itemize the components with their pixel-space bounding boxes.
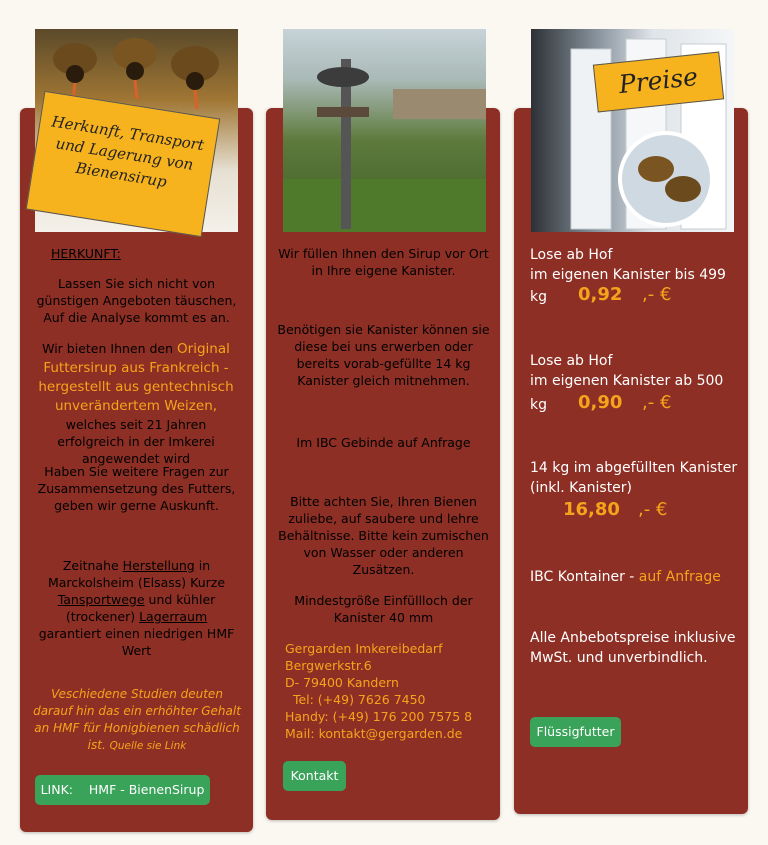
production-link[interactable]: Herstellung [122,558,195,573]
price1-line2: im eigenen Kanister bis 499 [530,267,726,283]
address-mail[interactable]: Mail: kontakt@gergarden.de [285,726,463,741]
address-mobile: Handy: (+49) 176 200 7575 8 [285,709,473,724]
study-note [32,686,242,755]
origin-paragraph-4 [34,557,239,659]
signpost-illustration [283,29,486,232]
address-phone: Tel: (+49) 7626 7450 [285,692,426,707]
address-city: D- 79400 Kandern [285,675,399,690]
address-company: Gergarden Imkereibedarf [285,641,443,656]
study-source: Quelle sie Link [109,740,187,752]
ibc-line [530,567,740,587]
ibc-request: auf Anfrage [638,569,721,585]
origin-heading: HERKUNFT: [51,246,121,261]
filling-paragraph-5: Mindestgröße Einfüllloch der Kanister 40 mm [294,593,473,625]
transport-link[interactable]: Tansportwege [57,592,145,607]
origin-p4-5: und kühler (trockener) [65,592,216,624]
price2-line1: Lose ab Hof [530,353,613,369]
filling-paragraph-1: Wir füllen Ihnen den Sirup vor Ort in Ihre eigene Kanister. [278,246,489,278]
origin-p2-rest: welches seit 21 Jahren erfolgreich in der Imkerei angewendet wird [57,417,215,466]
study-text: Veschiedene Studien deuten darauf hin das ein erhöhter Gehalt an HMF für Honigbienen schädlich ist. [33,687,241,752]
price2-label [530,351,735,391]
price3-label [530,458,740,498]
origin-paragraph-2 [32,340,240,467]
prices-note: Alle Anbebotspreise inklusive MwSt. und unverbindlich. [530,630,736,666]
storage-link[interactable]: Lagerraum [139,609,208,624]
origin-p4-7: garantiert einen niedrigen HMF Wert [38,626,235,658]
price2-unit: kg [530,397,547,413]
hmf-link-button[interactable]: LINK: HMF - BienenSirup [35,775,210,805]
filling-paragraph-3: Im IBC Gebinde auf Anfrage [296,435,471,450]
price1-currency: ,- € [642,284,672,305]
address-block [285,640,495,742]
price2-currency: ,- € [642,392,672,413]
filling-paragraph-4: Bitte achten Sie, Ihren Bienen zuliebe, auf saubere und lehre Behältnisse. Bitte kein zumischen von Wasser oder anderen Zusätzen. [278,494,489,577]
origin-p2-highlight: Original Futtersirup aus Frankreich - hergestellt aus gentechnisch unverändertem Weizen, [38,341,234,414]
origin-p4-3: in Marckolsheim (Elsass) Kurze [47,558,226,590]
ibc-label: IBC Kontainer - [530,569,635,585]
price3-value: 16,80 [563,499,620,520]
price3-line1: 14 kg im abgefüllten Kanister [530,460,738,476]
origin-p4-1: Zeitnahe [62,558,119,573]
signpost-photo [283,29,486,232]
price3-line2: (inkl. Kanister) [530,480,633,496]
price2-line2: im eigenen Kanister ab 500 [530,373,724,389]
price1-line1: Lose ab Hof [530,247,613,263]
origin-p2-intro: Wir bieten Ihnen den [42,341,174,356]
origin-paragraph-3: Haben Sie weitere Fragen zur Zusammensetzung des Futters, geben wir gerne Auskunft. [37,464,236,513]
contact-button[interactable]: Kontakt [283,761,346,791]
price1-unit: kg [530,289,547,305]
price2-value: 0,90 [578,392,623,413]
price3-currency: ,- € [638,499,668,520]
liquid-feed-button[interactable]: Flüssigfutter [530,717,621,747]
origin-paragraph-1: Lassen Sie sich nicht von günstigen Angeboten täuschen, Auf die Analyse kommt es an. [36,276,237,325]
address-street: Bergwerkstr.6 [285,658,372,673]
origin-sign: Herkunft, Transport und Lagerung von Bienensirup [26,91,221,237]
filling-paragraph-2: Benötigen sie Kanister können sie diese bei uns erwerben oder bereits vorab-gefüllte 14 kg Kanister gleich mitnehmen. [277,322,490,388]
prices-sign: Preise [593,51,724,112]
price1-value: 0,92 [578,284,623,305]
price1-label [530,245,735,285]
